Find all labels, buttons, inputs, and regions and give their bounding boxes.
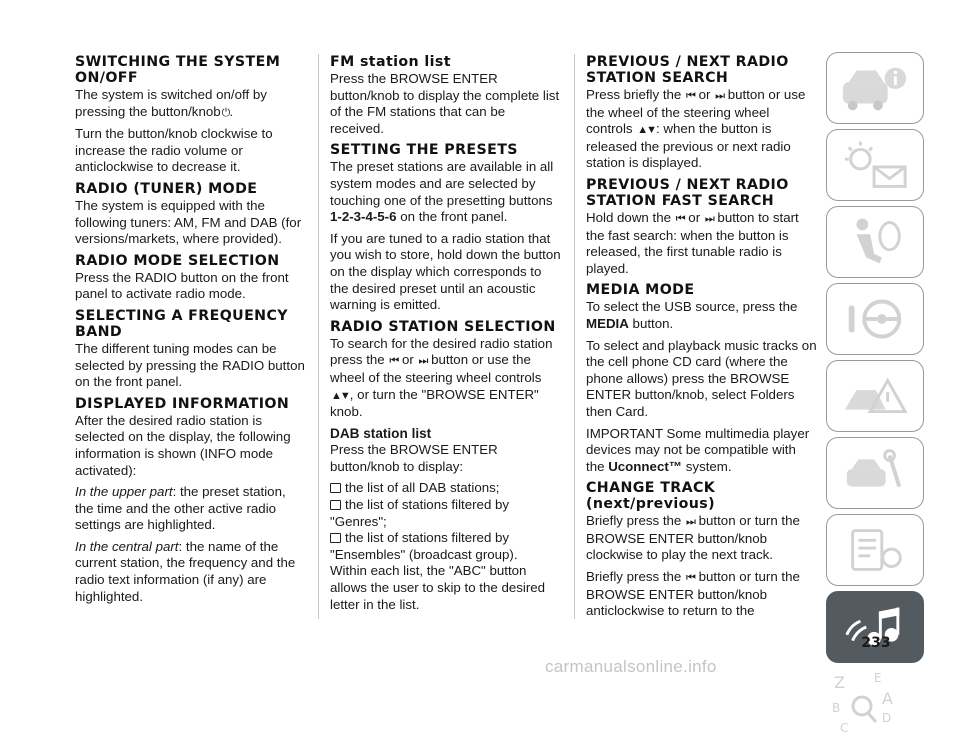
checkbox-bullet-icon <box>330 500 341 510</box>
paragraph: IMPORTANT Some multimedia player devices may not be compatible with the Uconnect™ system. <box>586 425 810 474</box>
heading: RADIO (TUNER) MODE <box>75 180 258 197</box>
steering-wheel-icon <box>827 284 923 354</box>
tab-safety[interactable] <box>826 206 924 278</box>
paragraph: Press the RADIO button on the front panel to activate radio mode. <box>75 269 289 302</box>
tab-index[interactable] <box>826 668 924 740</box>
previous-icon: ⏮ <box>675 212 684 225</box>
paragraph: The system is equipped with the following tuners: AM, FM and DAB (for versions/markets, where provided). <box>75 197 302 247</box>
heading: PREVIOUS / NEXT RADIO STATION FAST SEARCH <box>586 176 789 209</box>
tab-starting-driving[interactable] <box>826 283 924 355</box>
heading: PREVIOUS / NEXT RADIO STATION SEARCH <box>586 54 789 86</box>
heading: RADIO STATION SELECTION <box>330 318 556 335</box>
paragraph: In the central part: the name of the current station, the frequency and the radio text information (if any) are highlighted. <box>75 538 296 604</box>
svg-text:D: D <box>882 711 892 725</box>
paragraph: In the upper part: the preset station, the time and the other active radio settings are highlighted. <box>75 484 286 533</box>
next-icon: ⏭ <box>418 355 427 368</box>
paragraph: To select the USB source, press the MEDIA button. <box>586 299 798 331</box>
heading: SELECTING A FREQUENCY BAND <box>75 307 288 340</box>
airbag-icon <box>827 207 923 277</box>
column-3 <box>586 54 818 625</box>
paragraph: The system is switched on/off by pressing the button/knob⏻. <box>75 87 307 121</box>
checkbox-bullet-icon <box>330 483 341 493</box>
paragraph: Turn the button/knob clockwise to increase the radio volume or anticlockwise to decrease it. <box>75 126 273 175</box>
heading: FM station list <box>330 54 451 70</box>
paragraph: Briefly press the ⏭ button or turn the BROWSE ENTER button/knob clockwise to play the next track. <box>586 513 800 563</box>
heading: SWITCHING THE SYSTEM ON/OFF <box>75 54 281 86</box>
svg-text:E: E <box>874 671 882 685</box>
paragraph: Press the BROWSE ENTER button/knob to display: <box>330 442 498 474</box>
next-icon: ⏭ <box>704 212 713 225</box>
paragraph: To select and playback music tracks on the cell phone CD card (where the phone allows) press the BROWSE ENTER button/knob, select Folders then Card. <box>586 337 817 419</box>
heading: RADIO MODE SELECTION <box>75 252 280 269</box>
alphabetical-index-icon <box>826 668 924 740</box>
warning-lights-icon <box>827 130 923 200</box>
list-item: the list of all DAB stations; <box>330 480 562 497</box>
up-down-arrows-icon: ▲▼ <box>637 124 656 137</box>
up-down-arrows-icon: ▲▼ <box>331 389 349 402</box>
svg-text:Z: Z <box>834 673 845 692</box>
paragraph: The different tuning modes can be selected by pressing the RADIO button on the front panel. <box>75 340 305 390</box>
list-item: the list of stations filtered by "Ensembles" (broadcast group). <box>330 530 518 562</box>
previous-icon: ⏮ <box>686 90 694 102</box>
multimedia-music-icon <box>827 592 923 662</box>
breakdown-icon <box>827 361 923 431</box>
column-2 <box>330 54 562 618</box>
tab-emergency[interactable] <box>826 360 924 432</box>
paragraph: Briefly press the ⏮ button or turn the BROWSE ENTER button/knob anticlockwise to return to the <box>586 569 800 619</box>
heading: CHANGE TRACK (next/previous) <box>586 480 716 513</box>
checkbox-bullet-icon <box>330 533 341 543</box>
paragraph: After the desired radio station is selected on the display, the following information is shown (INFO mode activated): <box>75 412 291 478</box>
next-icon: ⏭ <box>715 90 724 102</box>
paragraph: Press briefly the ⏮ or ⏭ button or use the wheel of the steering wheel controls ▲▼: when the button is released the previous or next radio station is displayed. <box>586 87 806 171</box>
heading: DISPLAYED INFORMATION <box>75 395 290 412</box>
technical-data-icon <box>827 515 923 585</box>
heading: SETTING THE PRESETS <box>330 142 518 159</box>
tab-dashboard-info[interactable] <box>826 52 924 124</box>
car-info-icon <box>827 53 923 123</box>
tab-multimedia[interactable] <box>826 591 924 663</box>
paragraph: Hold down the ⏮ or ⏭ button to start the fast search: when the button is released, the first tunable radio is played. <box>586 209 799 276</box>
watermark: carmanualsonline.info <box>545 657 717 676</box>
svg-text:B: B <box>832 701 841 715</box>
paragraph: If you are tuned to a radio station that you wish to store, hold down the button on the display which corresponds to the desired preset until an acoustic warning is emitted. <box>330 230 561 313</box>
column-divider <box>318 54 319 619</box>
svg-text:A: A <box>882 689 893 708</box>
previous-icon: ⏮ <box>389 355 398 368</box>
next-icon: ⏭ <box>686 516 694 529</box>
heading: MEDIA MODE <box>586 282 695 299</box>
paragraph: The preset stations are available in all system modes and are selected by touching one of the presetting buttons 1-2-3-4-5-6 on the front panel. <box>330 159 554 225</box>
power-icon: ⏻ <box>221 106 229 119</box>
column-1 <box>75 54 307 610</box>
tab-servicing[interactable] <box>826 437 924 509</box>
paragraph: Within each list, the "ABC" button allows the user to skip to the desired letter in the list. <box>330 563 546 612</box>
car-service-icon <box>827 438 923 508</box>
page-number: 233 <box>861 635 891 651</box>
paragraph: Press the BROWSE ENTER button/knob to display the complete list of the FM stations that can be received. <box>330 71 560 136</box>
tab-technical-data[interactable] <box>826 514 924 586</box>
paragraph: To search for the desired radio station press the ⏮ or ⏭ button or use the wheel of the steering wheel controls ▲▼, or turn the "BROWSE ENTER" knob. <box>330 335 553 420</box>
list-item: the list of stations filtered by "Genres"; <box>330 497 510 529</box>
svg-text:C: C <box>840 721 849 735</box>
tab-lights-messages[interactable] <box>826 129 924 201</box>
previous-icon: ⏮ <box>686 572 694 585</box>
column-divider <box>574 54 575 619</box>
subheading: DAB station list <box>330 425 432 441</box>
